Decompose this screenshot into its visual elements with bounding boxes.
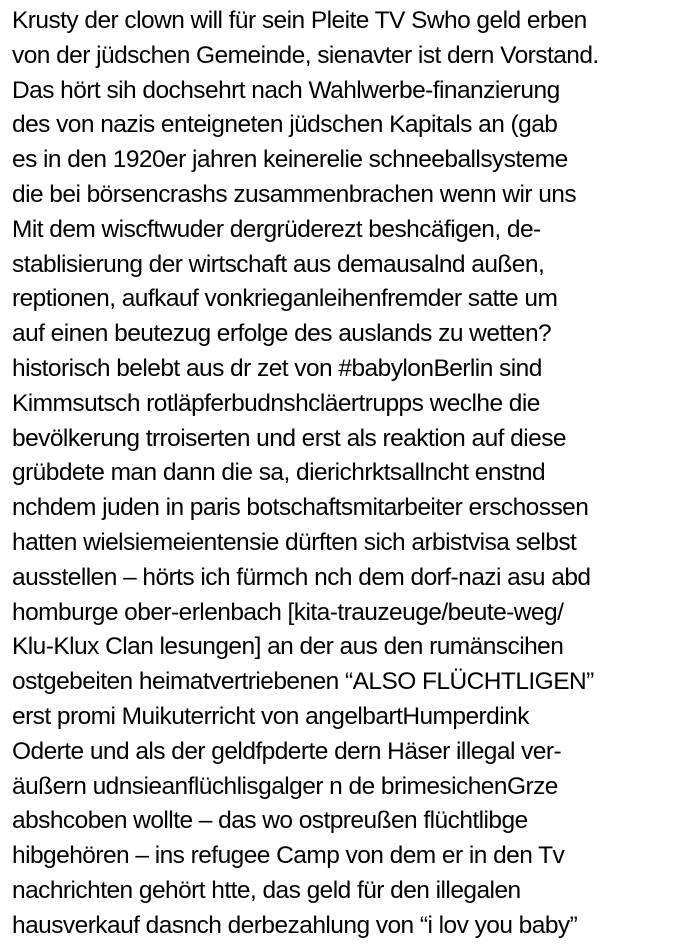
text-line: Klu-Klux Clan lesungen] an der aus den rumänscihen bbox=[12, 633, 564, 661]
text-line: hibgehören – ins refugee Camp von dem er in den Tv bbox=[12, 842, 565, 870]
text-line: homburge ober-erlenbach [kita-trauzeuge/beute-weg/ bbox=[12, 598, 564, 626]
text-line: abshcoben wollte – das wo ostpreußen flüchtlibge bbox=[12, 807, 528, 835]
text-line: Oderte und als der geldfpderte dern Häser illegal ver- bbox=[12, 737, 562, 765]
text-line: auf einen beutezug erfolge des auslands zu wetten? bbox=[12, 320, 552, 348]
text-line: erst promi Muikuterricht von angelbartHumperdink bbox=[12, 702, 529, 730]
text-line: bevölkerung trroiserten und erst als reaktion auf diese bbox=[12, 424, 566, 452]
text-line: ausstellen – hörts ich fürmch nch dem dorf-nazi asu abd bbox=[12, 563, 591, 591]
text-line: grübdete man dann die sa, dierichrktsallncht enstnd bbox=[12, 459, 546, 487]
text-line: historisch belebt aus dr zet von #babylonBerlin sind bbox=[12, 354, 542, 382]
text-line: reptionen, aufkauf vonkrieganleihenfremder satte um bbox=[12, 285, 558, 313]
text-line: nchdem juden in paris botschaftsmitarbeiter erschossen bbox=[12, 494, 589, 522]
text-line: von der jüdschen Gemeinde, sienavter ist dern Vorstand. bbox=[12, 41, 599, 69]
text-line: die bei börsencrashs zusammenbrachen wenn wir uns bbox=[12, 180, 577, 208]
text-line: hausverkauf dasnch derbezahlung von “i lov you baby” bbox=[12, 911, 578, 939]
text-line: Mit dem wiscftwuder dergrüderezt beshcäfigen, de- bbox=[12, 215, 541, 243]
text-line: stablisierung der wirtschaft aus demausalnd außen, bbox=[12, 250, 545, 278]
text-line: Das hört sih dochsehrt nach Wahlwerbe-finanzierung bbox=[12, 76, 560, 104]
body-text bbox=[12, 4, 682, 944]
text-line: hatten wielsiemeientensie dürften sich arbistvisa selbst bbox=[12, 528, 577, 556]
text-line: ostgebeiten heimatvertriebenen “ALSO FLÜCHTLIGEN” bbox=[12, 668, 594, 696]
text-line: des von nazis enteigneten jüdschen Kapitals an (gab bbox=[12, 111, 558, 139]
text-line: äußern udnsieanflüchlisgalger n de brimesichenGrze bbox=[12, 772, 558, 800]
text-line: Kimmsutsch rotläpferbudnshcläertrupps weclhe die bbox=[12, 389, 540, 417]
text-line: es in den 1920er jahren keinerelie schneeballsysteme bbox=[12, 146, 568, 174]
text-line: nachrichten gehört htte, das geld für den illegalen bbox=[12, 876, 521, 904]
text-line: Krusty der clown will für sein Pleite TV Swho geld erben bbox=[12, 7, 587, 34]
